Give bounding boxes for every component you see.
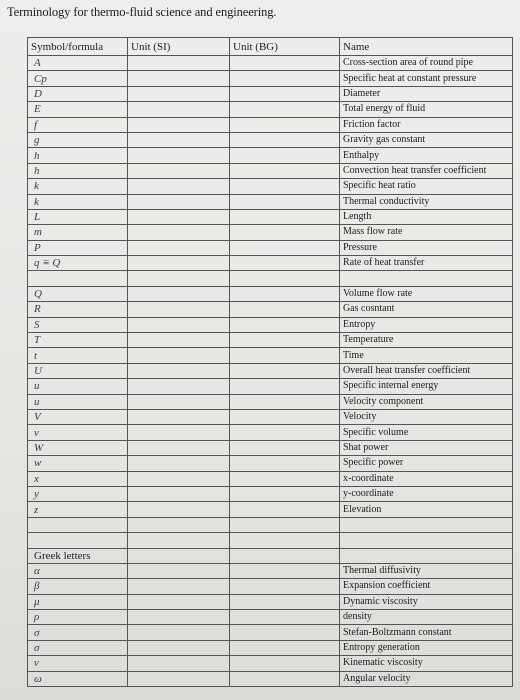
- unit-bg-cell: [230, 240, 340, 255]
- unit-bg-cell: [230, 302, 340, 317]
- unit-bg-cell: [230, 117, 340, 132]
- table-row: [28, 256, 513, 271]
- unit-bg-cell: [230, 71, 340, 86]
- unit-si-cell: [128, 86, 230, 101]
- table-row: [28, 333, 513, 348]
- symbol-cell: R: [28, 302, 128, 317]
- name-cell: Total energy of fluid: [340, 102, 513, 117]
- symbol-cell: Greek letters: [28, 548, 128, 563]
- name-cell: Elevation: [340, 502, 513, 517]
- unit-bg-cell: [230, 640, 340, 655]
- unit-bg-cell: [230, 563, 340, 578]
- name-cell: Expansion coefficient: [340, 579, 513, 594]
- symbol-cell: L: [28, 209, 128, 224]
- table-row: [28, 56, 513, 71]
- table-row: [28, 425, 513, 440]
- symbol-cell: h: [28, 163, 128, 178]
- table-row: [28, 594, 513, 609]
- symbol-cell: [28, 517, 128, 532]
- unit-bg-cell: [230, 348, 340, 363]
- header-name: Name: [340, 38, 513, 56]
- table-row: [28, 71, 513, 86]
- symbol-cell: [28, 533, 128, 548]
- symbol-cell: m: [28, 225, 128, 240]
- table-row: [28, 379, 513, 394]
- unit-bg-cell: [230, 179, 340, 194]
- unit-bg-cell: [230, 225, 340, 240]
- unit-si-cell: [128, 256, 230, 271]
- name-cell: y-coordinate: [340, 486, 513, 501]
- table-row: [28, 240, 513, 255]
- unit-bg-cell: [230, 256, 340, 271]
- table-row: [28, 671, 513, 686]
- name-cell: Friction factor: [340, 117, 513, 132]
- unit-bg-cell: [230, 271, 340, 286]
- table-row: [28, 317, 513, 332]
- name-cell: [340, 548, 513, 563]
- symbol-cell: T: [28, 333, 128, 348]
- table-row: [28, 348, 513, 363]
- unit-si-cell: [128, 333, 230, 348]
- unit-si-cell: [128, 363, 230, 378]
- unit-si-cell: [128, 179, 230, 194]
- unit-bg-cell: [230, 132, 340, 147]
- name-cell: Angular velocity: [340, 671, 513, 686]
- name-cell: Dynamic viscosity: [340, 594, 513, 609]
- name-cell: Temperature: [340, 333, 513, 348]
- symbol-cell: x: [28, 471, 128, 486]
- symbol-cell: u: [28, 394, 128, 409]
- unit-bg-cell: [230, 671, 340, 686]
- unit-bg-cell: [230, 409, 340, 424]
- unit-bg-cell: [230, 533, 340, 548]
- unit-bg-cell: [230, 548, 340, 563]
- symbol-cell: ν: [28, 656, 128, 671]
- symbol-cell: f: [28, 117, 128, 132]
- symbol-cell: ρ: [28, 610, 128, 625]
- symbol-cell: μ: [28, 594, 128, 609]
- unit-si-cell: [128, 240, 230, 255]
- unit-si-cell: [128, 625, 230, 640]
- symbol-cell: U: [28, 363, 128, 378]
- symbol-cell: Cp: [28, 71, 128, 86]
- unit-si-cell: [128, 533, 230, 548]
- unit-bg-cell: [230, 194, 340, 209]
- name-cell: Specific heat at constant pressure: [340, 71, 513, 86]
- unit-si-cell: [128, 409, 230, 424]
- unit-si-cell: [128, 271, 230, 286]
- symbol-cell: u: [28, 379, 128, 394]
- symbol-cell: W: [28, 440, 128, 455]
- name-cell: Gas cosntant: [340, 302, 513, 317]
- symbol-cell: σ: [28, 625, 128, 640]
- name-cell: [340, 533, 513, 548]
- unit-bg-cell: [230, 333, 340, 348]
- header-symbol: Symbol/formula: [28, 38, 128, 56]
- name-cell: Convection heat transfer coefficient: [340, 163, 513, 178]
- unit-si-cell: [128, 132, 230, 147]
- name-cell: Kinematic viscosity: [340, 656, 513, 671]
- table-row: [28, 610, 513, 625]
- unit-si-cell: [128, 348, 230, 363]
- unit-si-cell: [128, 456, 230, 471]
- name-cell: Gravity gas constant: [340, 132, 513, 147]
- symbol-cell: [28, 271, 128, 286]
- symbol-cell: y: [28, 486, 128, 501]
- symbol-cell: S: [28, 317, 128, 332]
- unit-si-cell: [128, 225, 230, 240]
- unit-bg-cell: [230, 610, 340, 625]
- unit-si-cell: [128, 502, 230, 517]
- symbol-cell: β: [28, 579, 128, 594]
- unit-si-cell: [128, 102, 230, 117]
- table-row: [28, 271, 513, 286]
- unit-bg-cell: [230, 456, 340, 471]
- name-cell: Specific heat ratio: [340, 179, 513, 194]
- symbol-cell: D: [28, 86, 128, 101]
- unit-si-cell: [128, 440, 230, 455]
- table-row: [28, 640, 513, 655]
- unit-si-cell: [128, 148, 230, 163]
- unit-bg-cell: [230, 163, 340, 178]
- unit-si-cell: [128, 56, 230, 71]
- symbol-cell: V: [28, 409, 128, 424]
- table-row: [28, 440, 513, 455]
- unit-si-cell: [128, 71, 230, 86]
- table-row: [28, 179, 513, 194]
- name-cell: Diameter: [340, 86, 513, 101]
- unit-bg-cell: [230, 625, 340, 640]
- name-cell: Stefan-Boltzmann constant: [340, 625, 513, 640]
- unit-bg-cell: [230, 471, 340, 486]
- unit-si-cell: [128, 594, 230, 609]
- table-row: [28, 517, 513, 532]
- unit-bg-cell: [230, 317, 340, 332]
- table-row: [28, 533, 513, 548]
- unit-si-cell: [128, 194, 230, 209]
- name-cell: Shat power: [340, 440, 513, 455]
- unit-bg-cell: [230, 286, 340, 301]
- unit-bg-cell: [230, 86, 340, 101]
- table-body: [28, 56, 513, 687]
- symbol-cell: Q: [28, 286, 128, 301]
- name-cell: Specific power: [340, 456, 513, 471]
- table-row: [28, 102, 513, 117]
- table-row: [28, 86, 513, 101]
- unit-si-cell: [128, 656, 230, 671]
- name-cell: Enthalpy: [340, 148, 513, 163]
- table-row: [28, 363, 513, 378]
- document-title: Terminology for thermo-fluid science and engineering.: [7, 5, 277, 19]
- name-cell: Specific volume: [340, 425, 513, 440]
- header-unit-bg: Unit (BG): [230, 38, 340, 56]
- unit-bg-cell: [230, 486, 340, 501]
- table-row: [28, 209, 513, 224]
- unit-bg-cell: [230, 379, 340, 394]
- table-row: [28, 225, 513, 240]
- unit-bg-cell: [230, 148, 340, 163]
- unit-si-cell: [128, 209, 230, 224]
- unit-si-cell: [128, 286, 230, 301]
- table-row: [28, 409, 513, 424]
- unit-si-cell: [128, 302, 230, 317]
- unit-bg-cell: [230, 102, 340, 117]
- unit-bg-cell: [230, 425, 340, 440]
- table-row: [28, 563, 513, 578]
- unit-bg-cell: [230, 363, 340, 378]
- symbol-cell: A: [28, 56, 128, 71]
- table-row: [28, 656, 513, 671]
- unit-bg-cell: [230, 594, 340, 609]
- symbol-cell: k: [28, 194, 128, 209]
- greek-letters-row: [28, 548, 513, 563]
- unit-bg-cell: [230, 656, 340, 671]
- name-cell: Thermal conductivity: [340, 194, 513, 209]
- unit-bg-cell: [230, 56, 340, 71]
- name-cell: Rate of heat transfer: [340, 256, 513, 271]
- symbol-cell: ω: [28, 671, 128, 686]
- table-row: [28, 163, 513, 178]
- unit-si-cell: [128, 640, 230, 655]
- symbol-cell: α: [28, 563, 128, 578]
- table-row: [28, 302, 513, 317]
- table-row: [28, 394, 513, 409]
- unit-si-cell: [128, 317, 230, 332]
- symbol-cell: z: [28, 502, 128, 517]
- name-cell: [340, 517, 513, 532]
- name-cell: Entropy generation: [340, 640, 513, 655]
- table-row: [28, 148, 513, 163]
- unit-si-cell: [128, 425, 230, 440]
- table-row: [28, 579, 513, 594]
- unit-bg-cell: [230, 440, 340, 455]
- table-row: [28, 502, 513, 517]
- symbol-cell: v: [28, 425, 128, 440]
- unit-si-cell: [128, 579, 230, 594]
- terminology-table: [27, 37, 513, 687]
- name-cell: [340, 271, 513, 286]
- name-cell: Time: [340, 348, 513, 363]
- name-cell: Length: [340, 209, 513, 224]
- table-row: [28, 194, 513, 209]
- unit-si-cell: [128, 548, 230, 563]
- symbol-cell: k: [28, 179, 128, 194]
- name-cell: Velocity component: [340, 394, 513, 409]
- name-cell: Velocity: [340, 409, 513, 424]
- symbol-cell: g: [28, 132, 128, 147]
- symbol-cell: q ≡ Q: [28, 256, 128, 271]
- unit-si-cell: [128, 563, 230, 578]
- unit-bg-cell: [230, 502, 340, 517]
- unit-si-cell: [128, 117, 230, 132]
- unit-si-cell: [128, 517, 230, 532]
- unit-si-cell: [128, 394, 230, 409]
- name-cell: Cross-section area of round pipe: [340, 56, 513, 71]
- name-cell: Pressure: [340, 240, 513, 255]
- header-unit-si: Unit (SI): [128, 38, 230, 56]
- name-cell: x-coordinate: [340, 471, 513, 486]
- unit-bg-cell: [230, 579, 340, 594]
- symbol-cell: E: [28, 102, 128, 117]
- table-row: [28, 625, 513, 640]
- symbol-cell: P: [28, 240, 128, 255]
- unit-si-cell: [128, 163, 230, 178]
- table-row: [28, 132, 513, 147]
- unit-bg-cell: [230, 517, 340, 532]
- name-cell: Mass flow rate: [340, 225, 513, 240]
- unit-si-cell: [128, 471, 230, 486]
- table-row: [28, 117, 513, 132]
- name-cell: Overall heat transfer coefficient: [340, 363, 513, 378]
- name-cell: Volume flow rate: [340, 286, 513, 301]
- unit-si-cell: [128, 610, 230, 625]
- table-header-row: [28, 38, 513, 56]
- table-row: [28, 471, 513, 486]
- table-row: [28, 286, 513, 301]
- unit-bg-cell: [230, 209, 340, 224]
- symbol-cell: σ: [28, 640, 128, 655]
- symbol-cell: w: [28, 456, 128, 471]
- name-cell: Specific internal energy: [340, 379, 513, 394]
- table-row: [28, 456, 513, 471]
- symbol-cell: t: [28, 348, 128, 363]
- table-row: [28, 486, 513, 501]
- name-cell: density: [340, 610, 513, 625]
- name-cell: Entropy: [340, 317, 513, 332]
- unit-si-cell: [128, 671, 230, 686]
- unit-si-cell: [128, 379, 230, 394]
- name-cell: Thermal diffusivity: [340, 563, 513, 578]
- unit-bg-cell: [230, 394, 340, 409]
- unit-si-cell: [128, 486, 230, 501]
- symbol-cell: h: [28, 148, 128, 163]
